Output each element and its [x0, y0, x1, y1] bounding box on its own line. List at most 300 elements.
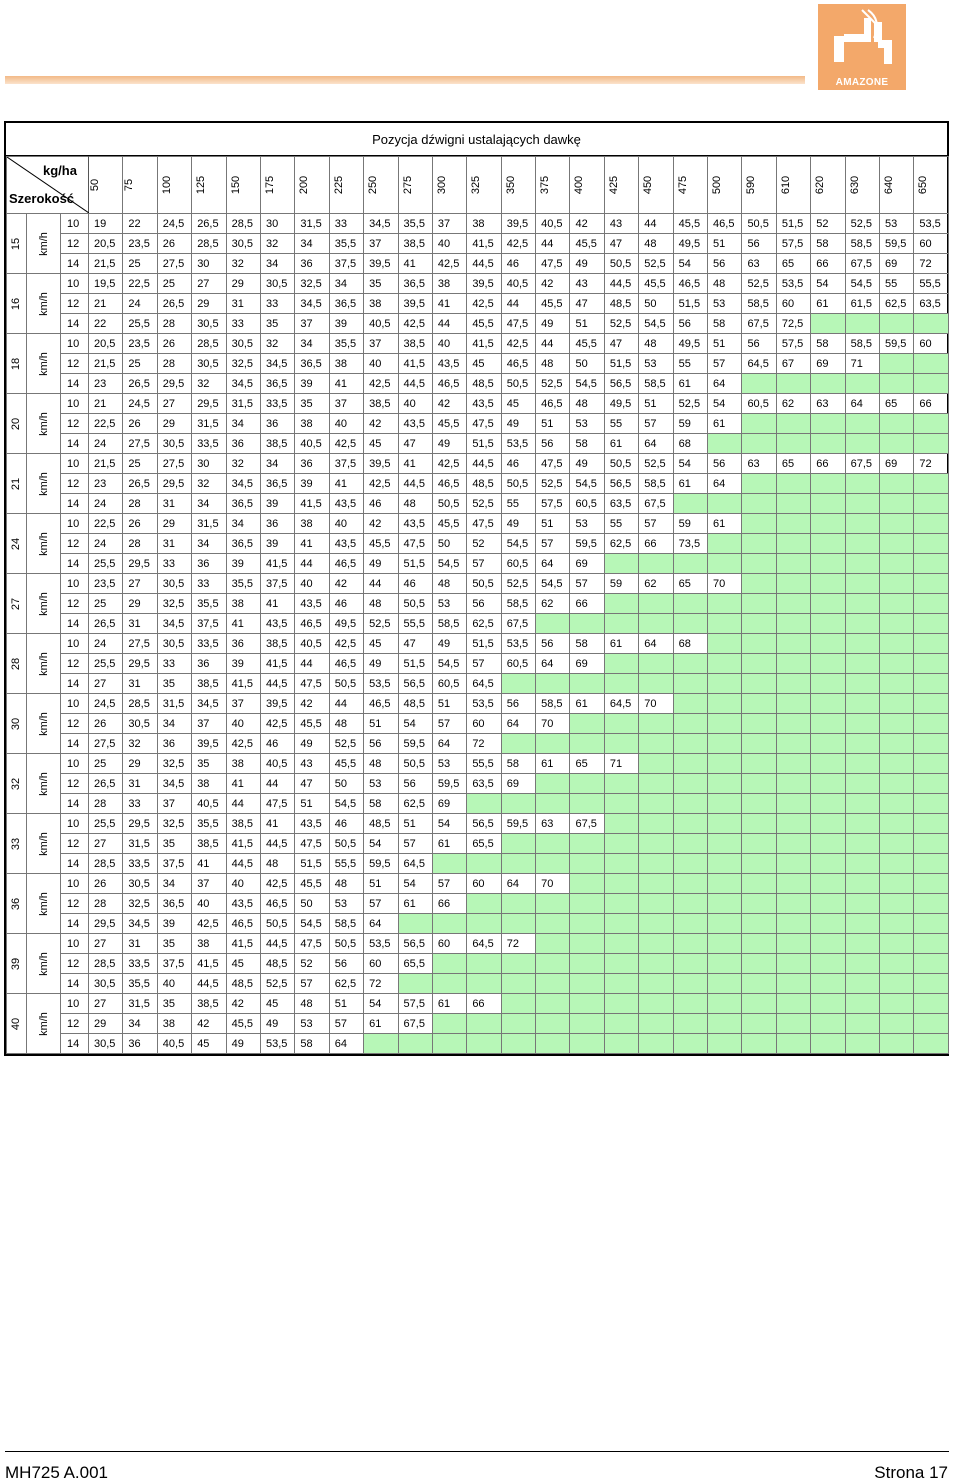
dose-value-cell: 38: [295, 514, 329, 534]
empty-cell: [914, 614, 948, 634]
dose-value-cell: 58: [570, 634, 604, 654]
dose-value-cell: 50: [329, 774, 363, 794]
dose-value-cell: 71: [845, 354, 879, 374]
dose-value-cell: 25: [89, 594, 123, 614]
dose-value-cell: 33: [192, 574, 226, 594]
speed-unit-cell: [27, 754, 61, 814]
empty-cell: [811, 894, 845, 914]
dose-value-cell: 51: [708, 234, 742, 254]
dose-value-cell: 49: [432, 434, 466, 454]
dose-value-cell: 31,5: [295, 214, 329, 234]
dose-value-cell: 51: [364, 874, 398, 894]
empty-cell: [845, 434, 879, 454]
empty-cell: [639, 994, 673, 1014]
dose-value-cell: 47,5: [536, 254, 570, 274]
dose-value-cell: 24: [89, 534, 123, 554]
dose-value-cell: 49,5: [673, 334, 707, 354]
rate-header: [157, 157, 191, 214]
empty-cell: [880, 714, 914, 734]
empty-cell: [536, 834, 570, 854]
dose-value-cell: 26: [123, 414, 157, 434]
table-row: [7, 614, 949, 634]
empty-cell: [880, 754, 914, 774]
dose-value-cell: 43: [295, 754, 329, 774]
dose-value-cell: 28,5: [89, 854, 123, 874]
dose-value-cell: 44: [639, 214, 673, 234]
speed-cell: 12: [61, 1014, 89, 1034]
empty-cell: [742, 814, 776, 834]
dose-value-cell: 34: [295, 234, 329, 254]
dose-value-cell: 33: [260, 294, 294, 314]
speed-cell: 14: [61, 794, 89, 814]
working-width-cell: [7, 394, 27, 454]
dose-value-cell: 33,5: [123, 854, 157, 874]
rate-header-label: 500: [711, 175, 724, 195]
dose-value-cell: 65: [776, 454, 810, 474]
dose-value-cell: 41: [398, 254, 432, 274]
dose-value-cell: 22: [89, 314, 123, 334]
dose-value-cell: 36: [226, 434, 260, 454]
dose-value-cell: 21,5: [89, 354, 123, 374]
dose-value-cell: 26,5: [123, 474, 157, 494]
table-row: [7, 834, 949, 854]
empty-cell: [501, 834, 535, 854]
empty-cell: [536, 1034, 570, 1054]
dose-value-cell: 46,5: [673, 274, 707, 294]
table-row: [7, 354, 949, 374]
empty-cell: [811, 934, 845, 954]
empty-cell: [708, 434, 742, 454]
dose-value-cell: 44: [536, 334, 570, 354]
dose-value-cell: 41: [329, 374, 363, 394]
speed-unit-cell: [27, 274, 61, 334]
dose-value-cell: 54: [398, 874, 432, 894]
rate-header-label: 325: [470, 175, 483, 195]
empty-cell: [776, 534, 810, 554]
dose-value-cell: 46: [364, 494, 398, 514]
empty-cell: [604, 594, 638, 614]
empty-cell: [811, 554, 845, 574]
dose-value-cell: 42,5: [260, 874, 294, 894]
empty-cell: [604, 1034, 638, 1054]
dose-value-cell: 38,5: [192, 834, 226, 854]
dose-value-cell: 49: [501, 514, 535, 534]
dose-value-cell: 53: [570, 514, 604, 534]
dose-value-cell: 52,5: [845, 214, 879, 234]
working-width-cell: [7, 934, 27, 994]
dose-value-cell: 34: [295, 334, 329, 354]
rate-header: [914, 157, 948, 214]
empty-cell: [501, 1014, 535, 1034]
empty-cell: [536, 954, 570, 974]
dose-value-cell: 50,5: [501, 474, 535, 494]
rate-header-label: 125: [195, 175, 208, 195]
dose-value-cell: 60: [914, 334, 948, 354]
empty-cell: [604, 994, 638, 1014]
dose-value-cell: 31: [123, 934, 157, 954]
dose-value-cell: 29,5: [123, 814, 157, 834]
dose-value-cell: 28,5: [123, 694, 157, 714]
table-title: Pozycja dźwigni ustalających dawkę: [6, 123, 947, 156]
dose-value-cell: 35,5: [192, 594, 226, 614]
empty-cell: [639, 1034, 673, 1054]
empty-cell: [742, 934, 776, 954]
dose-value-cell: 70: [639, 694, 673, 714]
table-row: [7, 794, 949, 814]
dose-value-cell: 50,5: [329, 674, 363, 694]
dose-value-cell: 31: [157, 534, 191, 554]
speed-unit-cell: [27, 334, 61, 394]
dose-value-cell: 46: [329, 814, 363, 834]
dose-value-cell: 43,5: [260, 614, 294, 634]
dose-value-cell: 48,5: [398, 694, 432, 714]
dose-value-cell: 61: [708, 414, 742, 434]
dose-value-cell: 65,5: [398, 954, 432, 974]
dose-value-cell: 43,5: [295, 594, 329, 614]
dose-value-cell: 44,5: [398, 474, 432, 494]
dose-value-cell: 49: [432, 634, 466, 654]
dose-value-cell: 53: [329, 894, 363, 914]
dose-value-cell: 47,5: [295, 834, 329, 854]
empty-cell: [536, 794, 570, 814]
empty-cell: [742, 554, 776, 574]
dose-value-cell: 49,5: [673, 234, 707, 254]
empty-cell: [845, 1014, 879, 1034]
table-row: [7, 314, 949, 334]
dose-value-cell: 61: [570, 694, 604, 714]
dose-value-cell: 37: [192, 714, 226, 734]
empty-cell: [570, 614, 604, 634]
empty-cell: [742, 634, 776, 654]
rate-header-label: 375: [539, 175, 552, 195]
working-width-label: 27: [10, 597, 23, 610]
empty-cell: [845, 854, 879, 874]
rate-header: [260, 157, 294, 214]
dose-value-cell: 48,5: [260, 954, 294, 974]
empty-cell: [708, 814, 742, 834]
dose-value-cell: 47,5: [467, 414, 501, 434]
empty-cell: [811, 594, 845, 614]
rate-header-label: 590: [745, 175, 758, 195]
dose-value-cell: 26,5: [89, 774, 123, 794]
dose-value-cell: 49: [295, 734, 329, 754]
dose-value-cell: 38: [432, 274, 466, 294]
empty-cell: [880, 934, 914, 954]
empty-cell: [914, 714, 948, 734]
empty-cell: [432, 974, 466, 994]
dose-value-cell: 47: [398, 634, 432, 654]
dose-value-cell: 61: [432, 834, 466, 854]
empty-cell: [914, 634, 948, 654]
dose-value-cell: 59,5: [880, 234, 914, 254]
empty-cell: [639, 834, 673, 854]
empty-cell: [776, 1014, 810, 1034]
dose-value-cell: 32,5: [157, 754, 191, 774]
empty-cell: [639, 914, 673, 934]
empty-cell: [708, 854, 742, 874]
speed-cell: 10: [61, 454, 89, 474]
dose-value-cell: 40: [295, 574, 329, 594]
dose-value-cell: 49,5: [329, 614, 363, 634]
dose-value-cell: 34,5: [123, 914, 157, 934]
empty-cell: [776, 614, 810, 634]
rate-header: [845, 157, 879, 214]
dose-value-cell: 57,5: [398, 994, 432, 1014]
dose-value-cell: 64: [845, 394, 879, 414]
dose-value-cell: 39: [157, 914, 191, 934]
dose-value-cell: 34: [226, 514, 260, 534]
dose-value-cell: 60: [914, 234, 948, 254]
dose-value-cell: 35: [157, 674, 191, 694]
dose-value-cell: 64: [536, 554, 570, 574]
speed-unit-label: km/h: [37, 891, 50, 916]
dose-value-cell: 42: [364, 414, 398, 434]
dose-value-cell: 52,5: [364, 614, 398, 634]
empty-cell: [708, 994, 742, 1014]
dose-value-cell: 28: [157, 314, 191, 334]
dose-value-cell: 35,5: [329, 234, 363, 254]
dose-value-cell: 40,5: [157, 1034, 191, 1054]
dose-value-cell: 29,5: [157, 374, 191, 394]
dose-value-cell: 56: [467, 594, 501, 614]
dose-value-cell: 28: [123, 494, 157, 514]
empty-cell: [914, 834, 948, 854]
dose-value-cell: 62,5: [604, 534, 638, 554]
empty-cell: [742, 434, 776, 454]
table-row: [7, 654, 949, 674]
empty-cell: [845, 794, 879, 814]
dose-value-cell: 52,5: [467, 494, 501, 514]
dose-value-cell: 51: [329, 994, 363, 1014]
dose-value-cell: 59: [673, 514, 707, 534]
speed-cell: 14: [61, 254, 89, 274]
dose-value-cell: 51,5: [398, 554, 432, 574]
dose-value-cell: 32: [260, 234, 294, 254]
empty-cell: [673, 694, 707, 714]
dose-value-cell: 23,5: [89, 574, 123, 594]
dose-value-cell: 72: [914, 454, 948, 474]
empty-cell: [639, 734, 673, 754]
empty-cell: [639, 814, 673, 834]
empty-cell: [776, 834, 810, 854]
empty-cell: [501, 674, 535, 694]
rate-header-label: 50: [89, 178, 102, 192]
empty-cell: [845, 714, 879, 734]
dose-value-cell: 31: [123, 614, 157, 634]
dose-value-cell: 51: [364, 714, 398, 734]
dose-value-cell: 57,5: [776, 334, 810, 354]
dose-value-cell: 42: [364, 514, 398, 534]
dose-value-cell: 53,5: [364, 674, 398, 694]
dose-value-cell: 45,5: [639, 274, 673, 294]
dose-value-cell: 36,5: [260, 374, 294, 394]
dose-value-cell: 26: [157, 234, 191, 254]
dose-value-cell: 42: [295, 694, 329, 714]
dose-value-cell: 57: [536, 534, 570, 554]
dose-value-cell: 31,5: [192, 514, 226, 534]
dose-value-cell: 27: [89, 994, 123, 1014]
dose-value-cell: 51: [708, 334, 742, 354]
empty-cell: [467, 1014, 501, 1034]
empty-cell: [914, 414, 948, 434]
empty-cell: [811, 754, 845, 774]
table-row: [7, 814, 949, 834]
empty-cell: [708, 974, 742, 994]
dose-value-cell: 64,5: [604, 694, 638, 714]
empty-cell: [914, 974, 948, 994]
empty-cell: [845, 534, 879, 554]
dose-value-cell: 58,5: [639, 474, 673, 494]
empty-cell: [639, 774, 673, 794]
empty-cell: [398, 974, 432, 994]
dose-value-cell: 38: [192, 934, 226, 954]
dose-value-cell: 32: [192, 474, 226, 494]
speed-unit-label: km/h: [37, 771, 50, 796]
speed-unit-cell: [27, 454, 61, 514]
empty-cell: [914, 914, 948, 934]
empty-cell: [776, 414, 810, 434]
dose-value-cell: 47,5: [295, 934, 329, 954]
dose-value-cell: 48,5: [467, 474, 501, 494]
dose-value-cell: 36: [260, 514, 294, 534]
dose-value-cell: 51,5: [398, 654, 432, 674]
dose-value-cell: 61: [604, 434, 638, 454]
amazone-logo: [818, 4, 906, 90]
table-row: [7, 934, 949, 954]
dose-value-cell: 55: [673, 354, 707, 374]
dose-value-cell: 32: [123, 734, 157, 754]
dose-value-cell: 45,5: [673, 214, 707, 234]
dose-value-cell: 30,5: [157, 634, 191, 654]
dose-value-cell: 24: [89, 434, 123, 454]
dose-value-cell: 38,5: [260, 634, 294, 654]
dose-value-cell: 55,5: [329, 854, 363, 874]
empty-cell: [673, 494, 707, 514]
table-row: [7, 1014, 949, 1034]
empty-cell: [776, 574, 810, 594]
dose-value-cell: 59,5: [501, 814, 535, 834]
dose-value-cell: 39,5: [364, 254, 398, 274]
speed-unit-label: km/h: [37, 831, 50, 856]
dose-value-cell: 68: [673, 634, 707, 654]
dose-value-cell: 72,5: [776, 314, 810, 334]
empty-cell: [673, 914, 707, 934]
dose-value-cell: 34: [329, 274, 363, 294]
dose-value-cell: 28: [123, 534, 157, 554]
working-width-cell: [7, 814, 27, 874]
dose-value-cell: 32: [260, 334, 294, 354]
empty-cell: [742, 714, 776, 734]
dose-value-cell: 39,5: [364, 454, 398, 474]
dose-value-cell: 39: [226, 554, 260, 574]
empty-cell: [604, 1014, 638, 1034]
dose-value-cell: 58,5: [329, 914, 363, 934]
dose-value-cell: 48: [536, 354, 570, 374]
empty-cell: [776, 714, 810, 734]
dose-value-cell: 29: [192, 294, 226, 314]
dose-value-cell: 31: [226, 294, 260, 314]
working-width-cell: [7, 214, 27, 274]
dose-value-cell: 69: [880, 254, 914, 274]
dose-value-cell: 72: [467, 734, 501, 754]
dose-value-cell: 47,5: [501, 314, 535, 334]
dose-value-cell: 52: [811, 214, 845, 234]
rate-header-label: 630: [848, 175, 861, 195]
dose-value-cell: 52,5: [639, 254, 673, 274]
table-row: [7, 874, 949, 894]
empty-cell: [845, 514, 879, 534]
empty-cell: [673, 554, 707, 574]
empty-cell: [604, 554, 638, 574]
logo-text: AMAZONE: [835, 77, 889, 88]
dose-value-cell: 41,5: [260, 654, 294, 674]
dose-value-cell: 56: [708, 454, 742, 474]
rate-header: [89, 157, 123, 214]
empty-cell: [880, 474, 914, 494]
dose-value-cell: 70: [536, 714, 570, 734]
empty-cell: [742, 574, 776, 594]
dose-value-cell: 39,5: [467, 274, 501, 294]
dose-value-cell: 30: [192, 454, 226, 474]
dose-value-cell: 44: [432, 314, 466, 334]
dose-value-cell: 30,5: [226, 234, 260, 254]
dose-value-cell: 55: [501, 494, 535, 514]
empty-cell: [776, 634, 810, 654]
dose-value-cell: 39: [295, 474, 329, 494]
empty-cell: [914, 654, 948, 674]
dose-value-cell: 27: [123, 574, 157, 594]
rate-header-label: 640: [883, 175, 896, 195]
empty-cell: [776, 514, 810, 534]
dose-value-cell: 56: [364, 734, 398, 754]
dose-value-cell: 52,5: [604, 314, 638, 334]
dose-value-cell: 47,5: [398, 534, 432, 554]
empty-cell: [880, 574, 914, 594]
table-row: [7, 234, 949, 254]
dose-value-cell: 49: [364, 654, 398, 674]
empty-cell: [776, 654, 810, 674]
dose-value-cell: 64: [639, 634, 673, 654]
empty-cell: [845, 994, 879, 1014]
empty-cell: [536, 914, 570, 934]
speed-unit-cell: [27, 814, 61, 874]
dose-value-cell: 72: [914, 254, 948, 274]
dose-value-cell: 64,5: [467, 674, 501, 694]
dose-value-cell: 66: [811, 454, 845, 474]
empty-cell: [811, 714, 845, 734]
dose-value-cell: 45,5: [295, 714, 329, 734]
dose-value-cell: 45: [364, 634, 398, 654]
dose-value-cell: 48,5: [226, 974, 260, 994]
dose-value-cell: 23: [89, 374, 123, 394]
dose-value-cell: 27,5: [123, 434, 157, 454]
dose-value-cell: 54,5: [570, 474, 604, 494]
dose-value-cell: 32: [226, 454, 260, 474]
dose-value-cell: 59,5: [432, 774, 466, 794]
dose-value-cell: 29,5: [157, 474, 191, 494]
dose-value-cell: 55,5: [398, 614, 432, 634]
dose-value-cell: 27,5: [157, 454, 191, 474]
empty-cell: [708, 714, 742, 734]
dose-value-cell: 36,5: [398, 274, 432, 294]
empty-cell: [845, 894, 879, 914]
dose-value-cell: 57,5: [536, 494, 570, 514]
dose-value-cell: 48: [398, 494, 432, 514]
empty-cell: [914, 794, 948, 814]
dose-value-cell: 55,5: [467, 754, 501, 774]
empty-cell: [467, 954, 501, 974]
dose-value-cell: 34: [260, 454, 294, 474]
